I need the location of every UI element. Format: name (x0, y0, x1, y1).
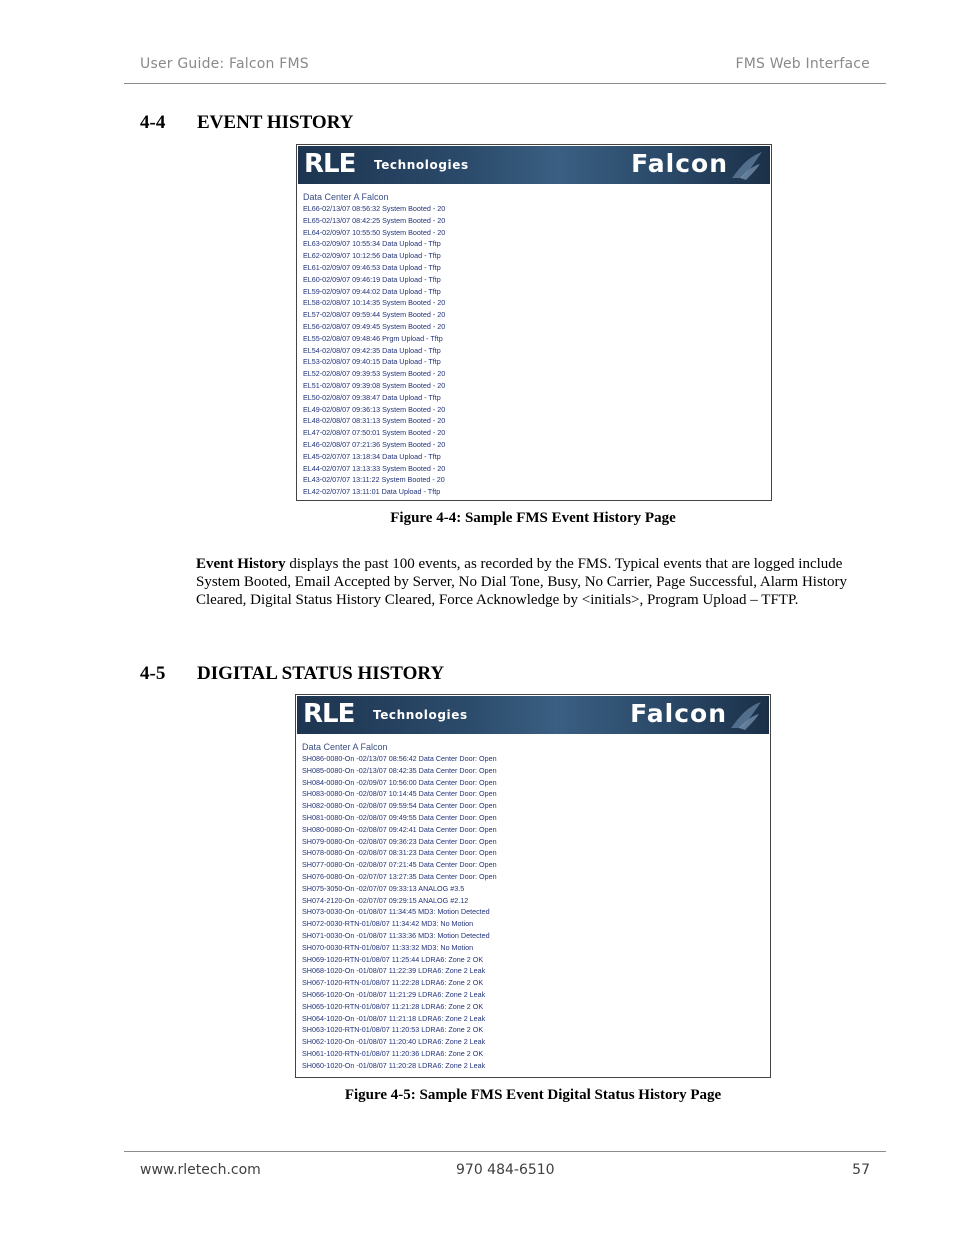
log-entry: EL65-02/13/07 08:42:25 System Booted - 20 (303, 215, 446, 225)
log-entry: SH086-0080-On -02/13/07 08:56:42 Data Center Door: Open (302, 754, 497, 763)
panel-title: Data Center A Falcon (303, 192, 389, 202)
section-heading-event-history (140, 112, 354, 134)
rle-falcon-banner (298, 146, 770, 184)
log-entry: EL51-02/08/07 09:39:08 System Booted - 20 (303, 380, 446, 390)
log-entry: SH082-0080-On -02/08/07 09:59:54 Data Center Door: Open (302, 801, 497, 811)
log-entry: EL55-02/08/07 09:48:46 Prgm Upload - Tftp (303, 333, 443, 343)
technologies-logo-text: Technologies (373, 708, 468, 722)
log-entry: SH066-1020-On -01/08/07 11:21:29 LDRA6: Zone 2 Leak (302, 989, 486, 999)
event-log-panel (297, 184, 771, 498)
figure-caption-4-4: Figure 4-4: Sample FMS Event History Page (390, 510, 676, 526)
log-entry: SH080-0080-On -02/08/07 09:42:41 Data Center Door: Open (302, 824, 497, 834)
log-entry: EL50-02/08/07 09:38:47 Data Upload - Tftp (303, 392, 441, 402)
log-entry: EL61-02/09/07 09:46:53 Data Upload - Tftp (303, 262, 441, 272)
log-entry: SH064-1020-On -01/08/07 11:21:18 LDRA6: Zone 2 Leak (302, 1013, 486, 1023)
log-entry: SH062-1020-On -01/08/07 11:20:40 LDRA6: Zone 2 Leak (302, 1037, 486, 1047)
log-entry: EL58-02/08/07 10:14:35 System Booted - 20 (303, 298, 446, 308)
paragraph-bold-term: Event History (196, 556, 286, 572)
log-entry: SH078-0080-On -02/08/07 08:31:23 Data Center Door: Open (302, 848, 497, 858)
log-entry: SH077-0080-On -02/08/07 07:21:45 Data Center Door: Open (302, 860, 497, 870)
section-title: DIGITAL STATUS HISTORY (197, 663, 445, 684)
status-log-panel (296, 734, 770, 1072)
log-entry: SH084-0080-On -02/09/07 10:56:00 Data Center Door: Open (302, 777, 497, 787)
page-footer (124, 1151, 886, 1182)
header-chapter-title: FMS Web Interface (735, 56, 870, 72)
log-entry: SH071-0030-On -01/08/07 11:33:36 MD3: Motion Detected (302, 930, 490, 940)
footer-phone: 970 484-6510 (456, 1162, 555, 1178)
log-entry: SH083-0080-On -02/08/07 10:14:45 Data Center Door: Open (302, 789, 497, 799)
log-entry: EL57-02/08/07 09:59:44 System Booted - 20 (303, 310, 446, 320)
digital-status-history-screenshot (295, 694, 771, 1078)
paragraph-text: displays the past 100 events, as recorded by the FMS. Typical events that are logged include System Booted, Email Accepted by Server, No Dial Tone, Busy, No Carrier, Page Successful, Alarm History Cleared, Digital Status History Cleared, Force Acknowledge by <initials>, Program Upload – TFTP. (196, 556, 847, 608)
log-entry: SH072-0030-RTN-01/08/07 11:34:42 MD3: No Motion (302, 919, 474, 929)
panel-title: Data Center A Falcon (302, 742, 388, 752)
event-history-description (196, 555, 871, 609)
log-entry: SH074-2120-On -02/07/07 09:29:15 ANALOG #2.12 (302, 895, 469, 905)
log-entry: SH070-0030-RTN-01/08/07 11:33:32 MD3: No Motion (302, 942, 474, 952)
section-number: 4-5 (140, 663, 166, 684)
log-entry: EL49-02/08/07 09:36:13 System Booted - 20 (303, 404, 446, 414)
figure-caption-4-5: Figure 4-5: Sample FMS Event Digital Status History Page (344, 1087, 722, 1103)
falcon-logo: Falcon (630, 699, 727, 728)
log-entry: EL54-02/08/07 09:42:35 Data Upload - Tftp (303, 345, 441, 355)
log-entry: EL46-02/08/07 07:21:36 System Booted - 20 (303, 439, 446, 449)
log-entry: EL59-02/09/07 09:44:02 Data Upload - Tftp (303, 286, 441, 296)
log-entry: SH061-1020-RTN-01/08/07 11:20:36 LDRA6: Zone 2 OK (302, 1048, 484, 1058)
rle-falcon-banner (297, 696, 769, 734)
log-entry: SH069-1020-RTN-01/08/07 11:25:44 LDRA6: Zone 2 OK (302, 954, 484, 964)
log-entry: SH068-1020-On -01/08/07 11:22:39 LDRA6: Zone 2 Leak (302, 966, 486, 976)
log-entry: EL45-02/07/07 13:18:34 Data Upload - Tftp (303, 451, 441, 461)
log-entry: SH063-1020-RTN-01/08/07 11:20:53 LDRA6: Zone 2 OK (302, 1025, 484, 1035)
log-entry: SH065-1020-RTN-01/08/07 11:21:28 LDRA6: Zone 2 OK (302, 1001, 484, 1011)
log-entry: EL52-02/08/07 09:39:53 System Booted - 20 (303, 369, 446, 379)
log-entry: EL47-02/08/07 07:50:01 System Booted - 20 (303, 428, 446, 438)
section-number: 4-4 (140, 112, 166, 133)
section-heading-digital-status-history (140, 663, 444, 685)
log-entry: SH060-1020-On -01/08/07 11:20:28 LDRA6: Zone 2 Leak (302, 1060, 486, 1070)
page-header (124, 52, 886, 84)
falcon-wing-icon (730, 148, 764, 182)
log-entry: EL44-02/07/07 13:13:33 System Booted - 20 (303, 463, 446, 473)
log-entry: SH081-0080-On -02/08/07 09:49:55 Data Center Door: Open (302, 812, 497, 822)
log-entry: SH079-0080-On -02/08/07 09:36:23 Data Center Door: Open (302, 836, 497, 846)
log-entry: EL43-02/07/07 13:11:22 System Booted - 20 (303, 475, 445, 485)
event-history-screenshot (296, 144, 772, 501)
section-title: EVENT HISTORY (197, 112, 354, 133)
log-entry: EL63-02/09/07 10:55:34 Data Upload - Tftp (303, 239, 441, 249)
falcon-wing-icon (729, 698, 763, 732)
log-entry: EL60-02/09/07 09:46:19 Data Upload - Tftp (303, 274, 441, 284)
log-entry: EL64-02/09/07 10:55:50 System Booted - 20 (303, 227, 446, 237)
log-entry: EL42-02/07/07 13:11:01 Data Upload - Tftp (303, 487, 441, 497)
log-entry: EL62-02/09/07 10:12:56 Data Upload - Tftp (303, 251, 441, 261)
rle-logo: RLE (303, 699, 355, 729)
rle-logo: RLE (304, 149, 356, 179)
log-entry: SH073-0030-On -01/08/07 11:34:45 MD3: Motion Detected (302, 907, 490, 917)
log-entry: SH076-0080-On -02/07/07 13:27:35 Data Center Door: Open (302, 871, 497, 881)
log-entry: EL48-02/08/07 08:31:13 System Booted - 20 (303, 416, 446, 426)
page-number: 57 (852, 1162, 870, 1178)
falcon-logo: Falcon (631, 149, 728, 178)
log-entry: EL56-02/08/07 09:49:45 System Booted - 20 (303, 321, 446, 331)
log-entry: EL66-02/13/07 08:56:32 System Booted - 20 (303, 204, 446, 213)
log-entry: SH085-0080-On -02/13/07 08:42:35 Data Center Door: Open (302, 765, 497, 775)
header-doc-title: User Guide: Falcon FMS (140, 56, 309, 72)
log-entry: SH075-3050-On -02/07/07 09:33:13 ANALOG #3.5 (302, 883, 465, 893)
log-entry: EL53-02/08/07 09:40:15 Data Upload - Tftp (303, 357, 441, 367)
technologies-logo-text: Technologies (374, 158, 469, 172)
footer-website: www.rletech.com (140, 1162, 261, 1178)
log-entry: SH067-1020-RTN-01/08/07 11:22:28 LDRA6: Zone 2 OK (302, 978, 484, 988)
